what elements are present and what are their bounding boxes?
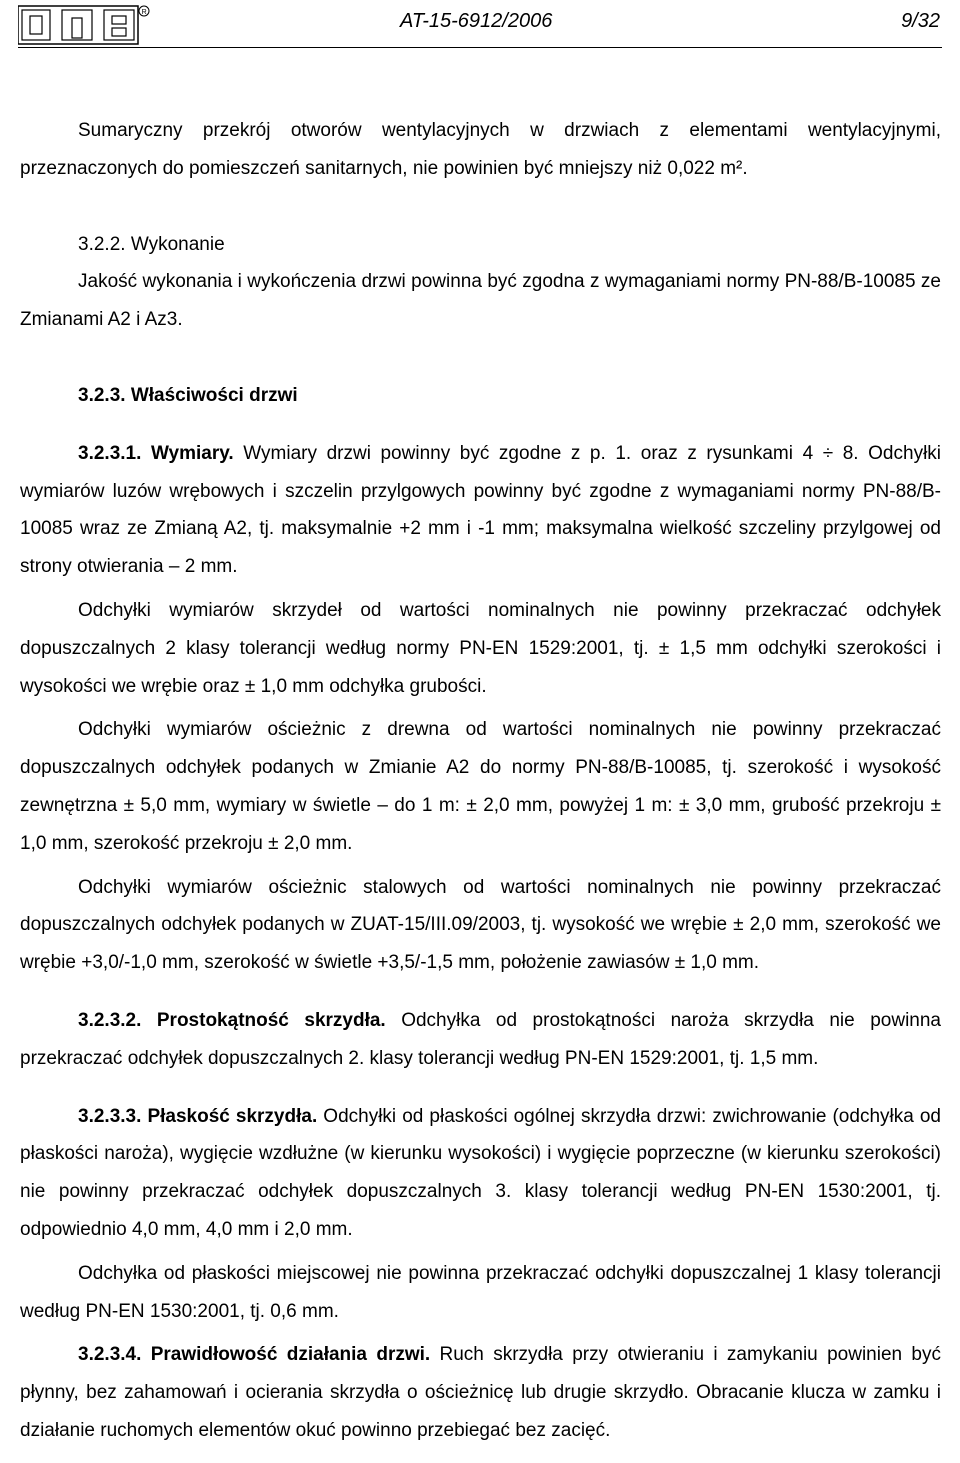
section-3-2-3-1-text: Wymiary drzwi powinny być zgodne z p. 1. oraz z rysunkami 4 ÷ 8. Odchyłki wymiarów luzów wrębowych i szczelin przylgowych powinny być zgodne z wymaganiami normy PN-88/B-10085 wraz ze Zmianą A2, tj. maksymalnie +2 mm i -1 mm; maksymalna wielkość szczeliny przylgowej od strony otwierania – 2 mm. (20, 442, 942, 578)
page-header (0, 0, 960, 60)
section-3-2-2-title: 3.2.2. Wykonanie (78, 233, 225, 255)
itb-logo (18, 4, 150, 46)
section-3-2-3-3-text: Odchyłki od płaskości ogólnej skrzydła drzwi: zwichrowanie (odchyłka od płaskości naroża), wygięcie wzdłużne (w kierunku wysokości) i wygięcie poprzeczne (w kierunku szerokości) nie powinny przekraczać odchyłek dopuszczalnych 3. klasy tolerancji według PN-EN 1530:2001, tj. odpowiednio 4,0 mm, 4,0 mm i 2,0 mm. (20, 1105, 941, 1240)
section-3-2-3-4-text: Ruch skrzydła przy otwieraniu i zamykaniu powinien być płynny, bez zahamowań i ocierania skrzydła o ościeżnicę lub drugie skrzydło. Obracanie klucza w zamku i działanie ruchomych elementów okuć powinno przebiegać bez zacięć. (20, 1344, 941, 1441)
page-number: 9/32 (901, 10, 940, 32)
section-3-2-3-1 (20, 435, 941, 586)
section-3-2-3-3 (20, 1098, 941, 1249)
section-3-2-3-2 (20, 1002, 941, 1078)
paragraph-wood-frame-tolerance: Odchyłki wymiarów ościeżnic z drewna od wartości nominalnych nie powinny przekraczać dopuszczalnych odchyłek podanych w Zmianie A2 do normy PN-88/B-10085, tj. szerokość i wysokość zewnętrzna ± 5,0 mm, wymiary w świetle – do 1 m: ± 2,0 mm, powyżej 1 m: ± 3,0 mm, grubość przekroju ± 1,0 mm, szerokość przekroju ± 2,0 mm. (20, 719, 941, 854)
paragraph-sash-tolerance: Odchyłki wymiarów skrzydeł od wartości nominalnych nie powinny przekraczać odchyłek dopuszczalnych 2 klasy tolerancji według normy PN-EN 1529:2001, tj. ± 1,5 mm odchyłki szerokości i wysokości we wrębie oraz ± 1,0 mm odchyłka grubości. (20, 599, 941, 697)
section-3-2-3-2-text: Odchyłka od prostokątności naroża skrzydła nie powinna przekraczać odchyłek dopuszczalnych 2. klasy tolerancji według PN-EN 1529:2001, tj. 1,5 mm. (20, 1009, 941, 1069)
paragraph-steel-frame-tolerance: Odchyłki wymiarów ościeżnic stalowych od wartości nominalnych nie powinny przekraczać dopuszczalnych odchyłek podanych w ZUAT-15/III.09/2003, tj. wysokość we wrębie ± 2,0 mm, szerokość we wrębie +3,0/-1,0 mm, szerokość w świetle +3,5/-1,5 mm, położenie zawiasów ± 1,0 mm. (20, 876, 941, 974)
section-3-2-3-title: 3.2.3. Właściwości drzwi (78, 384, 298, 406)
header-rule (18, 47, 942, 48)
section-3-2-2-text: Jakość wykonania i wykończenia drzwi powinna być zgodna z wymaganiami normy PN-88/B-10085 ze Zmianami A2 i Az3. (20, 271, 941, 331)
section-3-2-3-1-title: 3.2.3.1. Wymiary. (78, 442, 234, 464)
paragraph-local-flatness: Odchyłka od płaskości miejscowej nie powinna przekraczać odchyłki dopuszczalnej 1 klasy tolerancji według PN-EN 1530:2001, tj. 0,6 mm. (20, 1262, 941, 1322)
section-3-2-3-2-title: 3.2.3.2. Prostokątność skrzydła. (78, 1009, 386, 1031)
section-3-2-3-4-title: 3.2.3.4. Prawidłowość działania drzwi. (78, 1344, 431, 1366)
document-body (20, 112, 941, 1450)
paragraph-ventilation: Sumaryczny przekrój otworów wentylacyjnych w drzwiach z elementami wentylacyjnymi, przeznaczonych do pomieszczeń sanitarnych, nie powinien być mniejszy niż 0,022 m². (20, 120, 941, 179)
svg-text:R: R (141, 9, 147, 16)
section-3-2-3-4 (20, 1336, 941, 1449)
section-3-2-3-3-title: 3.2.3.3. Płaskość skrzydła. (78, 1105, 318, 1127)
document-id: AT-15-6912/2006 (400, 10, 553, 32)
